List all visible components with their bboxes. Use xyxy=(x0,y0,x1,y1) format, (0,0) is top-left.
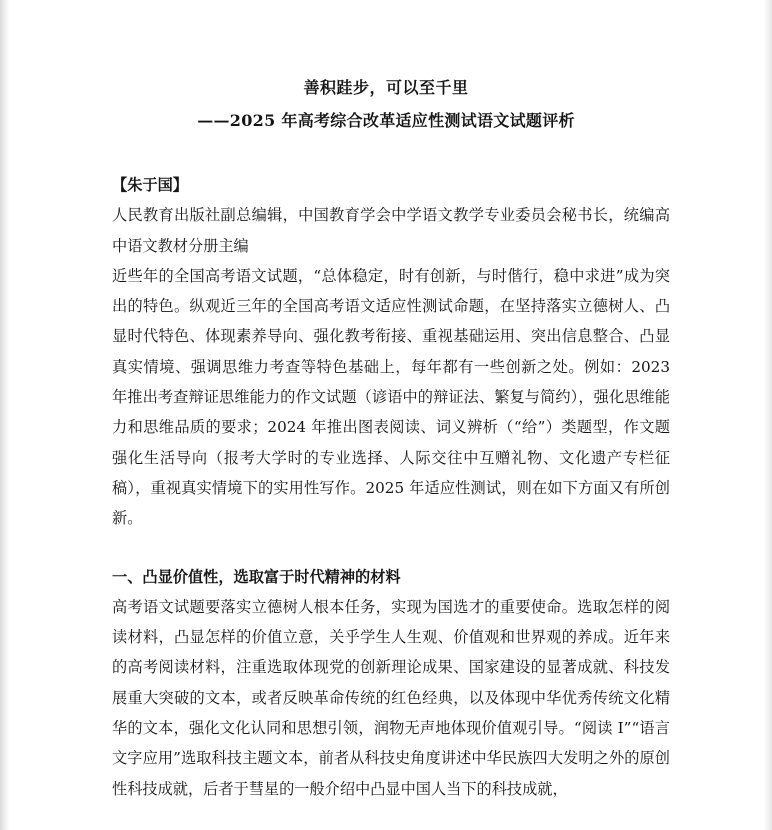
document-body xyxy=(112,170,670,804)
section-paragraph: 高考语文试题要落实立德树人根本任务，实现为国选才的重要使命。选取怎样的阅读材料，凸显怎样的价值立意，关乎学生人生观、价值观和世界观的养成。近年来的高考阅读材料，注重选取体现党的创新理论成果、国家建设的显著成就、科技发展重大突破的文本，或者反映革命传统的红色经典，以及体现中华优秀传统文化精华的文本，强化文化认同和思想引领，润物无声地体现价值观引导。“阅读 I”“语言文字应用”选取科技主题文本，前者从科技史角度讲述中华民族四大发明之外的原创性科技成就，后者于彗星的一般介绍中凸显中国人当下的科技成就， xyxy=(112,597,670,798)
intro-paragraph: 近些年的全国高考语文试题，“总体稳定，时有创新，与时偕行，稳中求进”成为突出的特色。纵观近三年的全国高考语文适应性测试命题，在坚持落实立德树人、凸显时代特色、体现素养导向、强化教考衔接、重视基础运用、突出信息整合、凸显真实情境、强调思维力考查等特色基础上，每年都有一些创新之处。例如：2023 年推出考查辩证思维能力的作文试题（谚语中的辩证法、繁复与简约），强化思维能力和思维品质的要求；2024 年推出图表阅读、词义辨析（“给”）类题型，作文题强化生活导向（报考大学时的专业选择、人际交往中互赠礼物、文化遗产专栏征稿），重视真实情境下的实用性写作。2025 年适应性测试，则在如下方面又有所创新。 xyxy=(112,266,670,528)
paragraph-spacer xyxy=(112,534,670,562)
section-heading: 一、凸显价值性，选取富于时代精神的材料 xyxy=(112,567,401,586)
document-title: 善积跬步，可以至千里 xyxy=(303,78,469,97)
document-subtitle: ——2025 年高考综合改革适应性测试语文试题评析 xyxy=(197,111,575,130)
author-name: 【朱于国】 xyxy=(112,176,188,194)
author-affiliation: 人民教育出版社副总编辑，中国教育学会中学语文教学专业委员会秘书长，统编高中语文教材分册主编 xyxy=(112,206,670,255)
